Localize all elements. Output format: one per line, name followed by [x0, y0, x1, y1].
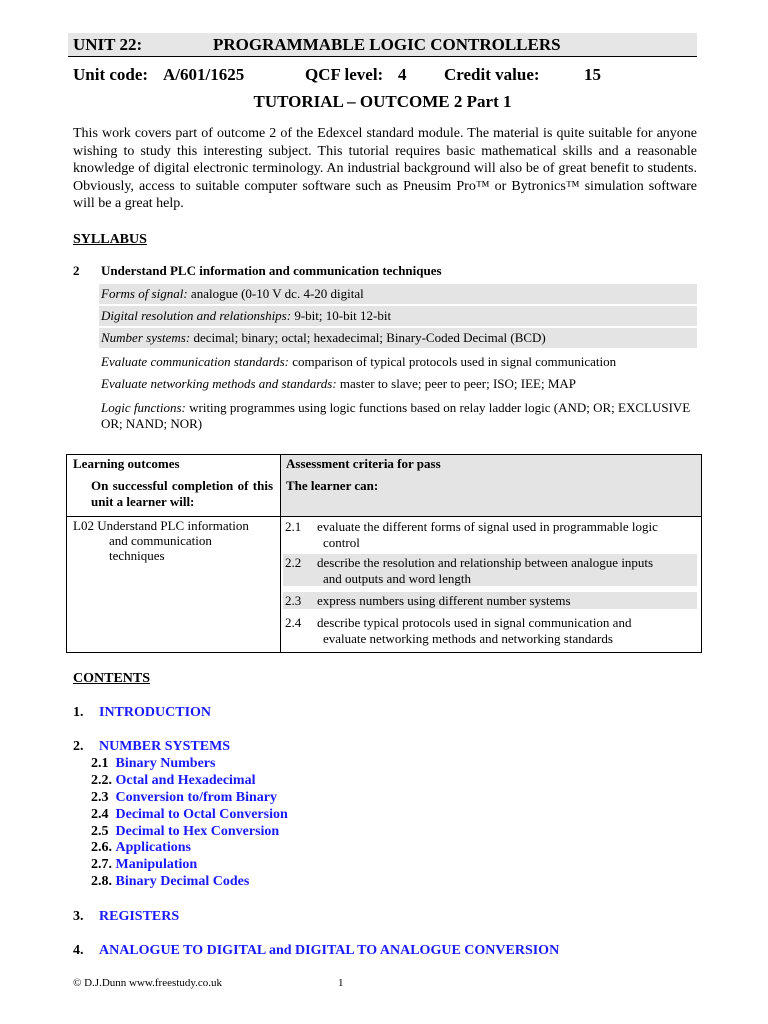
toc-section-number: 1.: [73, 705, 84, 720]
toc-section-4[interactable]: [73, 942, 559, 959]
toc-section-number: 2.: [73, 739, 84, 754]
col-learning-outcomes-header: Learning outcomes: [73, 456, 180, 471]
toc-link-number-systems[interactable]: NUMBER SYSTEMS: [99, 739, 231, 754]
syllabus-outcome-heading: [73, 263, 442, 279]
table-column-divider: [280, 455, 281, 652]
toc-link-octal-hex[interactable]: Octal and Hexadecimal: [115, 773, 256, 788]
criterion-text: describe the resolution and relationship between analogue inputs: [317, 555, 654, 570]
toc-subsection[interactable]: [91, 755, 215, 772]
criterion-text-cont: evaluate networking methods and networking standards: [323, 630, 613, 646]
syllabus-outcome-number: 2: [73, 263, 80, 278]
tutorial-title: TUTORIAL – OUTCOME 2 Part 1: [253, 92, 512, 111]
toc-subsection[interactable]: [91, 839, 191, 856]
credit-value: 15: [584, 65, 601, 84]
unit-title: PROGRAMMABLE LOGIC CONTROLLERS: [213, 35, 561, 54]
criterion-text: describe typical protocols used in signal communication and: [317, 615, 632, 630]
toc-link-adc-dac[interactable]: ANALOGUE TO DIGITAL and DIGITAL TO ANALOGUE CONVERSION: [99, 943, 560, 958]
syllabus-item: [99, 374, 697, 394]
col-assessment-subheader: The learner can:: [286, 478, 379, 493]
page-number: 1: [338, 977, 344, 989]
toc-link-binary-decimal-codes[interactable]: Binary Decimal Codes: [115, 874, 250, 889]
outcome-line-2: and communication: [109, 533, 212, 548]
unit-code-label: Unit code:: [73, 65, 149, 84]
toc-section-2[interactable]: [73, 738, 230, 755]
syllabus-item-text: master to slave; peer to peer; ISO; IEE; MAP: [336, 376, 577, 391]
intro-paragraph: This work covers part of outcome 2 of the Edexcel standard module. The material is quite suitable for anyone wishing to study this interesting subject. This tutorial requires basic mathematical skills and a reasonable knowledge of digital electronic terminology. An industrial background will also be of great benefit to students. Obviously, access to suitable computer software such as Pneusim Pro™ or Bytronics™ simulation software will be a great help.: [73, 126, 697, 211]
credit-value-label: Credit value:: [444, 65, 540, 84]
syllabus-item-label: Digital resolution and relationships:: [101, 308, 292, 323]
toc-subsection-number: 2.6.: [91, 840, 112, 855]
toc-subsection-number: 2.7.: [91, 857, 112, 872]
syllabus-item-text: decimal; binary; octal; hexadecimal; Binary-Coded Decimal (BCD): [190, 330, 546, 345]
criterion-row: [283, 592, 697, 609]
syllabus-item-label: Evaluate networking methods and standards:: [101, 376, 337, 391]
toc-subsection[interactable]: [91, 806, 288, 823]
criterion-row: [283, 554, 697, 586]
syllabus-item-text: analogue (0-10 V dc. 4-20 digital: [187, 286, 364, 301]
toc-link-decimal-octal[interactable]: Decimal to Octal Conversion: [115, 807, 288, 822]
table-row-divider: [67, 516, 701, 517]
toc-subsection-number: 2.5: [91, 824, 109, 839]
toc-subsection-number: 2.8.: [91, 874, 112, 889]
toc-section-3[interactable]: [73, 908, 179, 925]
criterion-row: [283, 518, 697, 550]
toc-subsection-number: 2.2.: [91, 773, 112, 788]
toc-subsection-number: 2.3: [91, 790, 109, 805]
criterion-number: 2.2: [285, 555, 302, 570]
unit-code-value: A/601/1625: [163, 65, 245, 84]
outcome-line-3: techniques: [109, 548, 165, 563]
toc-subsection[interactable]: [91, 772, 256, 789]
unit-number: UNIT 22:: [73, 35, 143, 54]
toc-subsection[interactable]: [91, 856, 197, 873]
toc-subsection-number: 2.1: [91, 756, 109, 771]
syllabus-item-text: comparison of typical protocols used in signal communication: [289, 354, 617, 369]
col-learning-outcomes-subheader: On successful completion of this unit a learner will:: [91, 478, 273, 509]
toc-link-conversion-binary[interactable]: Conversion to/from Binary: [115, 790, 278, 805]
outcome-text: Understand PLC information: [97, 518, 249, 533]
qcf-level-label: QCF level:: [305, 65, 384, 84]
toc-section-number: 3.: [73, 909, 84, 924]
toc-link-binary-numbers[interactable]: Binary Numbers: [115, 756, 216, 771]
toc-subsection-number: 2.4: [91, 807, 109, 822]
criterion-number: 2.3: [285, 593, 302, 608]
criterion-text: evaluate the different forms of signal used in programmable logic: [317, 519, 658, 534]
criterion-text-cont: control: [323, 534, 360, 550]
syllabus-item: [99, 306, 697, 326]
toc-link-manipulation[interactable]: Manipulation: [115, 857, 198, 872]
toc-subsection[interactable]: [91, 823, 279, 840]
criterion-text: express numbers using different number systems: [317, 593, 571, 608]
toc-section-number: 4.: [73, 943, 84, 958]
syllabus-item-label: Logic functions:: [101, 400, 186, 415]
syllabus-item-label: Forms of signal:: [101, 286, 188, 301]
toc-section-1[interactable]: [73, 704, 211, 721]
syllabus-outcome-text: Understand PLC information and communication techniques: [101, 263, 442, 278]
criterion-row: [283, 614, 697, 646]
syllabus-item-label: Number systems:: [101, 330, 191, 345]
toc-link-applications[interactable]: Applications: [115, 840, 191, 855]
toc-link-registers[interactable]: REGISTERS: [99, 909, 180, 924]
toc-subsection[interactable]: [91, 873, 249, 890]
syllabus-title: SYLLABUS: [73, 232, 147, 247]
syllabus-item: [99, 328, 697, 348]
syllabus-item-text: writing programmes using logic functions based on relay ladder logic (AND; OR; EXCLUSIVE OR; NAND; NOR): [101, 400, 691, 431]
outcome-code: L02: [73, 518, 94, 533]
qcf-level-value: 4: [398, 65, 407, 84]
outcomes-table: [66, 454, 702, 653]
contents-title: CONTENTS: [73, 671, 151, 686]
criterion-number: 2.1: [285, 519, 302, 534]
toc-link-introduction[interactable]: INTRODUCTION: [99, 705, 212, 720]
unit-header-bar: [68, 33, 697, 57]
syllabus-item: [99, 284, 697, 304]
toc-link-decimal-hex[interactable]: Decimal to Hex Conversion: [115, 824, 280, 839]
toc-subsection[interactable]: [91, 789, 277, 806]
criterion-number: 2.4: [285, 615, 302, 630]
syllabus-item: [99, 352, 697, 372]
footer-copyright: © D.J.Dunn www.freestudy.co.uk: [73, 977, 222, 989]
outcome-line-1: [73, 518, 249, 534]
syllabus-item-text: 9-bit; 10-bit 12-bit: [291, 308, 392, 323]
syllabus-item-label: Evaluate communication standards:: [101, 354, 289, 369]
syllabus-item: [99, 398, 697, 434]
col-assessment-header: Assessment criteria for pass: [286, 456, 441, 471]
criterion-text-cont: and outputs and word length: [323, 570, 472, 586]
